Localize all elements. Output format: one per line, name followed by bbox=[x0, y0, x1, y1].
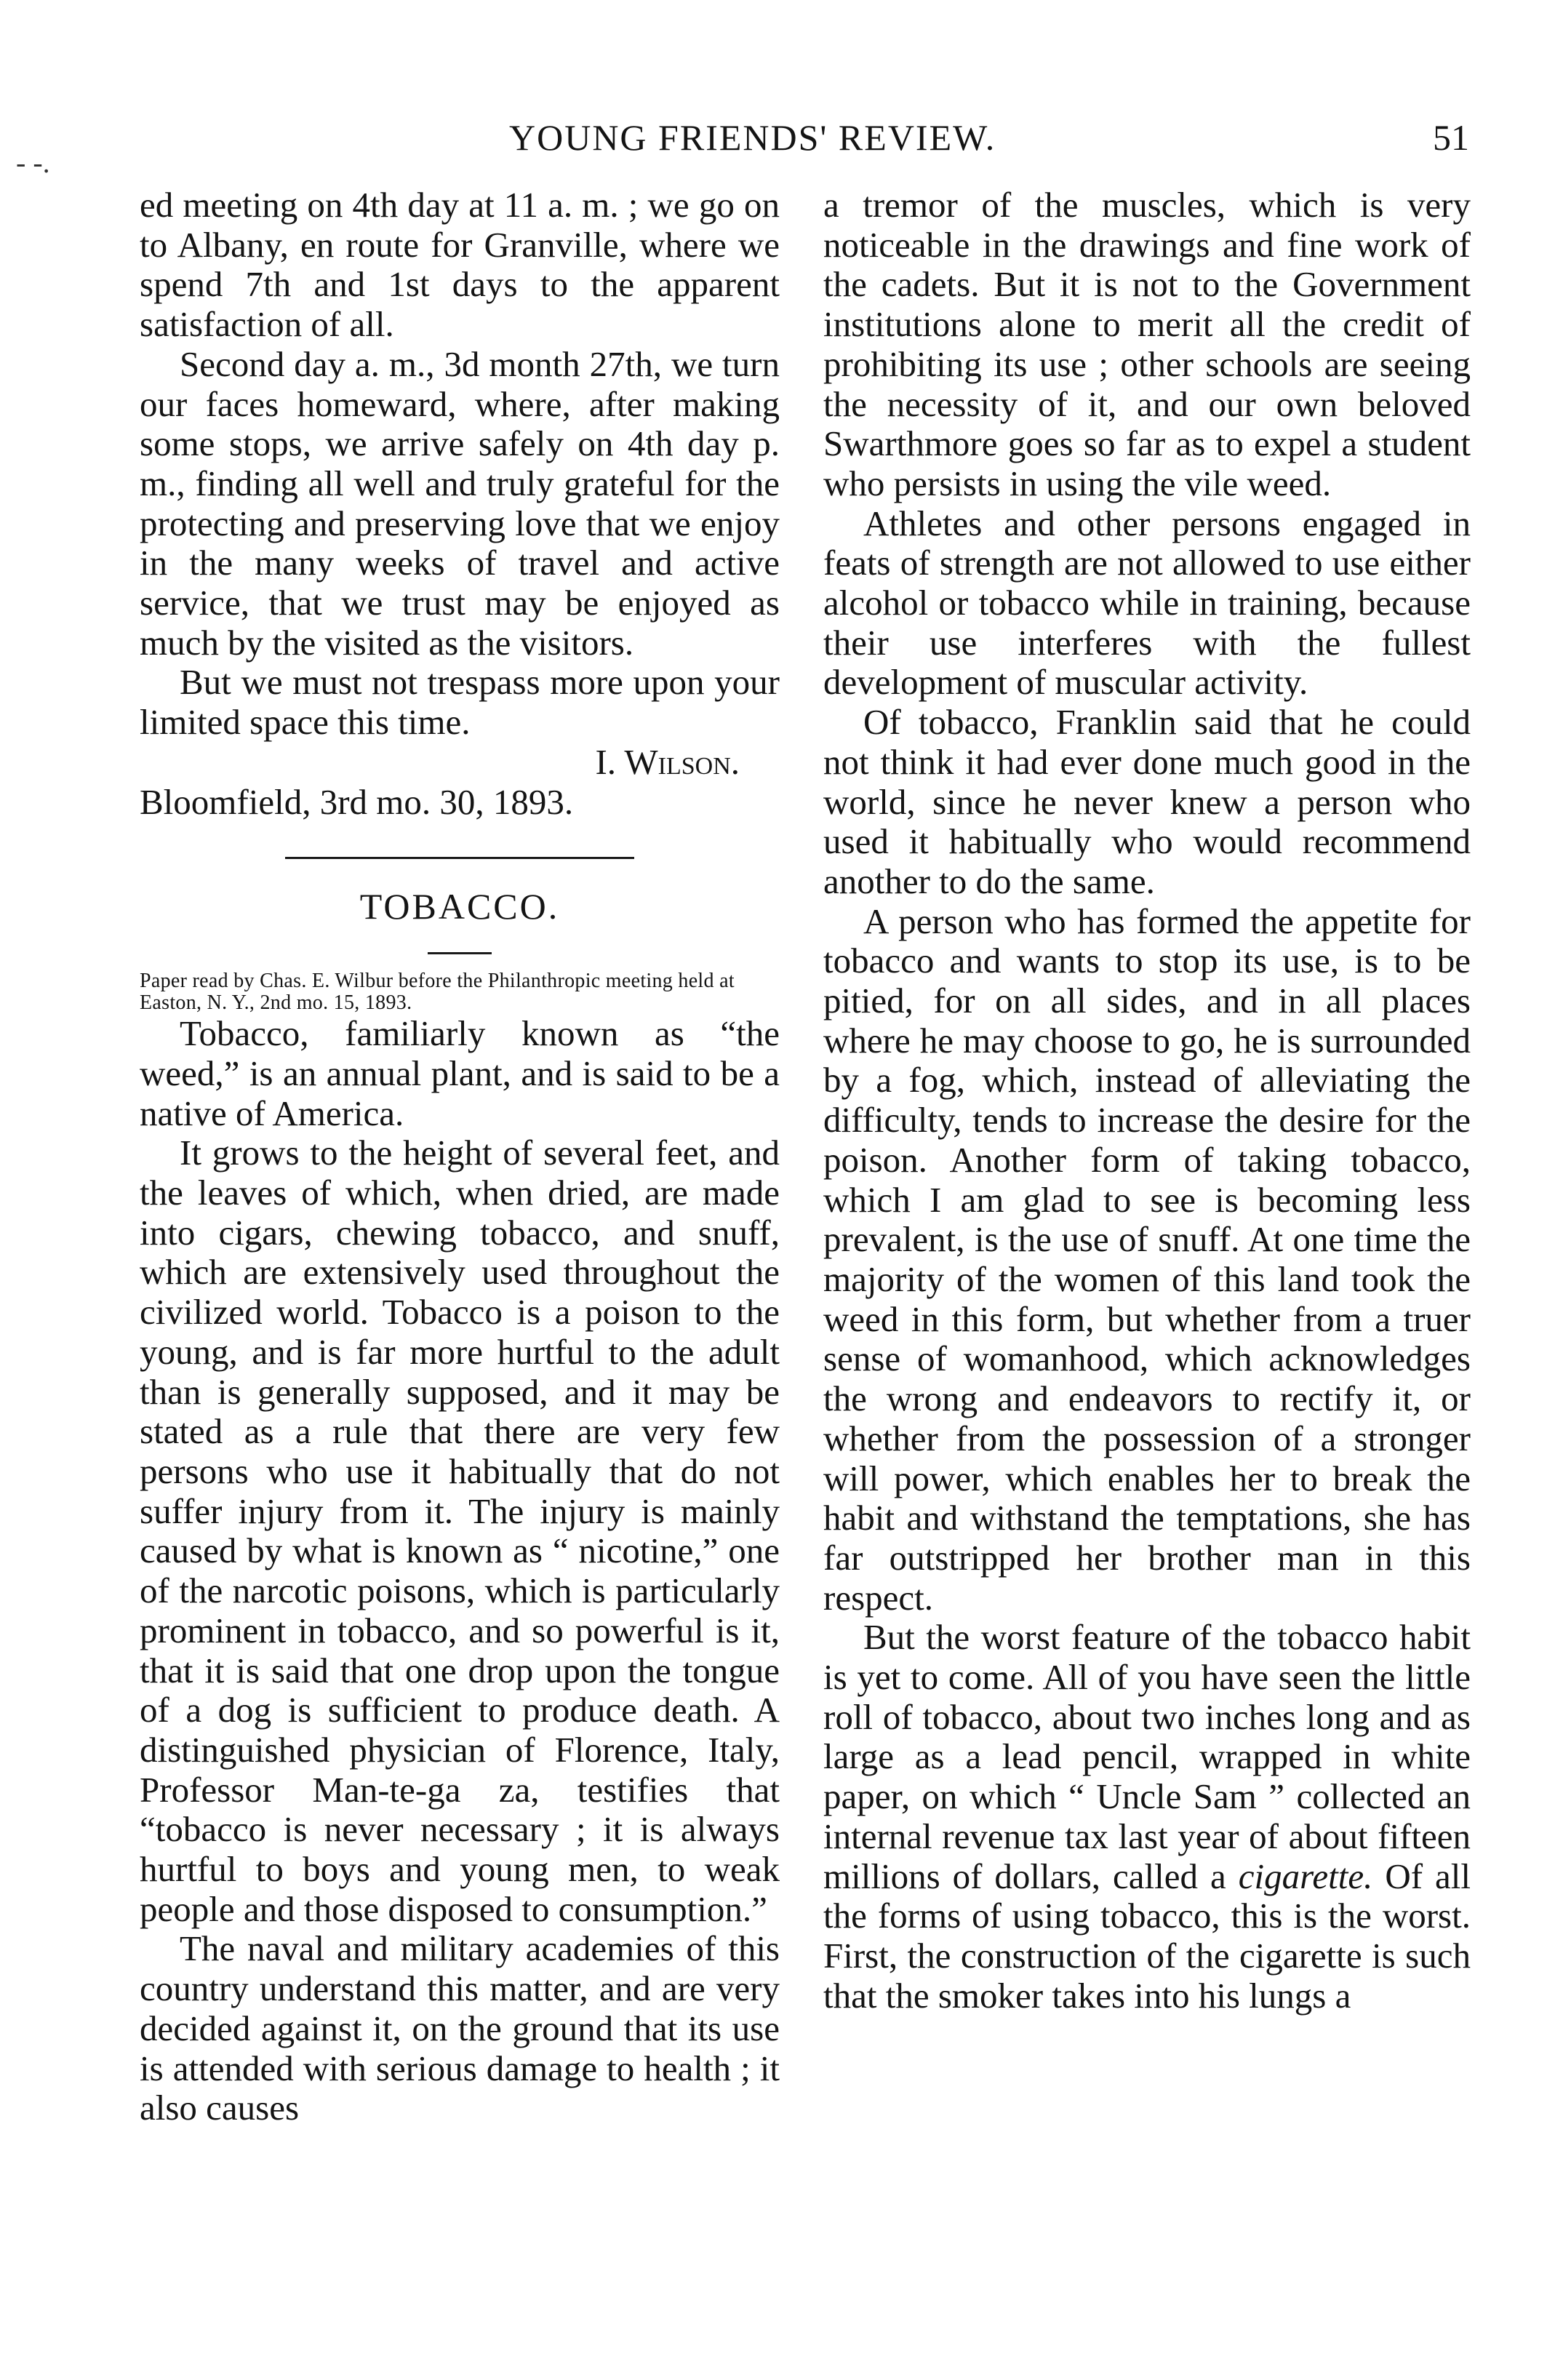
paragraph-letter-end: ed meeting on 4th day at 11 a. m. ; we go on to Albany, en route for Granville, where we spend 7th and 1st days to the apparent satisfaction of all. bbox=[140, 185, 780, 345]
margin-mark: - -. bbox=[16, 146, 50, 179]
paragraph-weed: Tobacco, familiarly known as “the weed,” is an annual plant, and is said to be a native of America. bbox=[140, 1013, 780, 1133]
paragraph-franklin: Of tobacco, Franklin said that he could not think it had ever done much good in the world, since he never knew a person who used it habitually who would recommend another to do the same. bbox=[823, 702, 1471, 901]
section-title: TOBACCO. bbox=[359, 886, 560, 927]
paragraph-snuff: A person who has formed the appetite for tobacco and wants to stop its use, is to be pitied, for on all sides, and in all places where he may choose to go, he is surrounded by a fog, which, instead of alleviating the difficulty, tends to increase the desire for the poison. Another form of taking tobacco, which I am glad to see is becoming less prevalent, is the use of snuff. At one time the majority of the women of this land took the weed in this form, but whether from a truer sense of womanhood, which acknowledges the wrong and endeavors to rectify it, or whether from the possession of a stronger will power, which enables her to break the habit and withstand the temptations, she has far outstripped her brother man in this respect. bbox=[823, 901, 1471, 1618]
paragraph-nicotine: It grows to the height of several feet, and the leaves of which, when dried, are made into cigars, chewing tobacco, and snuff, which are extensively used throughout the civilized world. Tobacco is a poison to the young, and is far more hurtful to the adult than is generally supposed, and it may be stated as a rule that there are very few persons who use it habitually that do not suffer injury from it. The injury is mainly caused by what is known as “ nicotine,” one of the narcotic poisons, which is particularly prominent in tobacco, and so powerful is it, that it is said that one drop upon the tongue of a dog is sufficient to produce death. A distinguished physician of Florence, Italy, Professor Man-te-ga za, testifies that “tobacco is never necessary ; it is always hurtful to boys and young men, to weak people and those disposed to consumption.” bbox=[140, 1133, 780, 1929]
right-column bbox=[823, 185, 1471, 2016]
title-rule bbox=[428, 952, 492, 954]
running-title: YOUNG FRIENDS' REVIEW. bbox=[509, 117, 996, 158]
cigarette-text-end: Of all the forms of using tobacco, this is the worst. First, the construction of the cigarette is such that the smoker takes into his lungs a bbox=[823, 1856, 1471, 2016]
paragraph-academies: The naval and military academies of this country understand this matter, and are very decided against it, on the ground that its use is attended with serious damage to health ; it also causes bbox=[140, 1928, 780, 2128]
left-column bbox=[140, 185, 780, 2128]
dateline: Bloomfield, 3rd mo. 30, 1893. bbox=[140, 781, 574, 822]
signature: I. Wilson. bbox=[595, 741, 740, 782]
cigarette-italic-word: cigarette. bbox=[1238, 1856, 1373, 1896]
paragraph-tremor: a tremor of the muscles, which is very noticeable in the drawings and fine work of the cadets. But it is not to the Government institutions alone to merit all the credit of prohibiting its use ; other schools are seeing the necessity of it, and our own beloved Swarthmore goes so far as to expel a student who persists in using the vile weed. bbox=[823, 185, 1471, 503]
cigarette-text-start: But the worst feature of the tobacco habit is yet to come. All of you have seen the little roll of tobacco, about two inches long and as large as a lead pencil, wrapped in white paper, on which “ Uncle Sam ” collected an internal revenue tax last year of about fifteen millions of dollars, called a bbox=[823, 1617, 1471, 1896]
paragraph-athletes: Athletes and other persons engaged in feats of strength are not allowed to use either alcohol or tobacco while in training, because their use interferes with the fullest development of muscular activity. bbox=[823, 503, 1471, 703]
paragraph-homeward: Second day a. m., 3d month 27th, we turn our faces homeward, where, after making some stops, we arrive safely on 4th day p. m., finding all well and truly grateful for the protecting and preserving love that we enjoy in the many weeks of travel and active service, that we trust may be enjoyed as much by the visited as the visitors. bbox=[140, 343, 780, 663]
paragraph-trespass: But we must not trespass more upon your limited space this time. bbox=[140, 662, 780, 743]
source-note: Paper read by Chas. E. Wilbur before the Philanthropic meeting held at Easton, N. Y., 2nd mo. 15, 1893. bbox=[140, 970, 735, 1015]
section-divider bbox=[285, 857, 634, 859]
paragraph-cigarette bbox=[823, 1618, 1471, 2016]
page-number: 51 bbox=[1433, 117, 1469, 158]
